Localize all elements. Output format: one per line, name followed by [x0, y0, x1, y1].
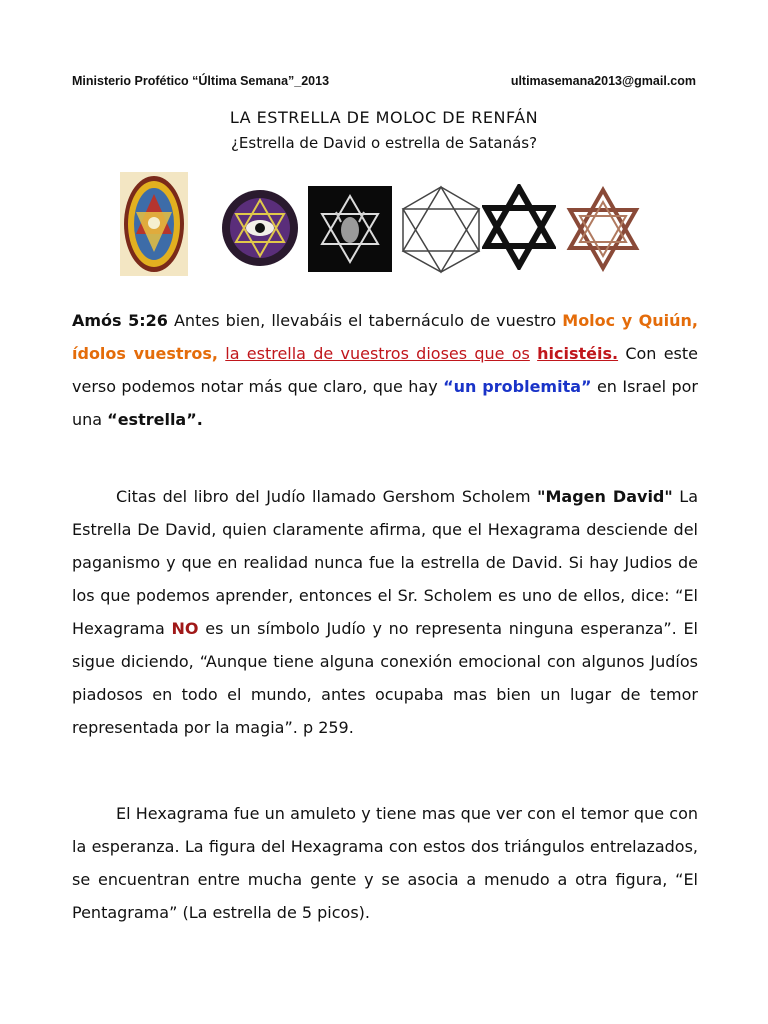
magen-david: "Magen David"	[537, 487, 673, 506]
scholem-no: NO	[171, 619, 199, 638]
symbol-images-row	[120, 170, 590, 276]
verse-moloc: Moloc y Quiún, ídolos vuestros,	[72, 311, 699, 363]
hexagram-paragraph: El Hexagrama fue un amuleto y tiene mas que ver con el temor que con la esperanza. La figura del Hexagrama con estos dos triángulos entrelazados, se encuentran entre mucha gente y se asocia a menudo a otra figura, “El Pentagrama” (La estrella de 5 picos).	[72, 804, 698, 922]
page-header	[72, 74, 696, 92]
scholem-paragraph	[72, 480, 698, 744]
baphomet-hexagram-image	[308, 186, 392, 272]
verse-reference: Amós 5:26	[72, 311, 168, 330]
scholem-text-3: es un símbolo Judío y no representa ninguna esperanza”. El sigue diciendo, “Aunque tiene alguna conexión emocional con algunos Judíos piadosos en todo el mundo, antes ocupaba mas bien un lugar de temor representada por la magia”. p 259.	[72, 619, 698, 737]
document-title: LA ESTRELLA DE MOLOC DE RENFÁN	[229, 108, 539, 127]
verse-text-1: Antes bien, llevabáis el tabernáculo de vuestro	[167, 311, 563, 330]
header-email: ultimasemana2013@gmail.com	[510, 74, 696, 88]
scholem-text-2: La Estrella De David, quien claramente afirma, que el Hexagrama desciende del paganismo y que en realidad nunca fue la estrella de David. Si hay Judios de los que podemos aprender, entonces el Sr. Scholem es uno de ellos, dice: “El Hexagrama	[72, 487, 698, 638]
document-subtitle: ¿Estrella de David o estrella de Satanás?	[230, 134, 538, 152]
cabalistic-seal-image	[120, 172, 188, 276]
eye-hexagram-seal-image	[220, 184, 300, 272]
verse-paragraph	[72, 304, 698, 436]
scholem-text-1: Citas del libro del Judío llamado Gershom Scholem	[116, 487, 538, 506]
verse-text-3: en Israel por una	[72, 377, 699, 429]
hexagon-hexagram-outline-image	[398, 184, 484, 274]
verse-text-2: Con este verso podemos notar más que claro, que hay	[72, 344, 698, 396]
verse-estrella: “estrella”.	[107, 410, 203, 429]
header-ministry: Ministerio Profético “Última Semana”_2013	[72, 74, 330, 88]
verse-underlined: la estrella de vuestros dioses que os	[225, 344, 530, 363]
interlaced-hexagram-image	[566, 186, 640, 272]
verse-hicisteis: hicistéis.	[537, 344, 619, 363]
star-of-david-image	[482, 184, 556, 270]
verse-problemita: “un problemita”	[443, 377, 592, 396]
